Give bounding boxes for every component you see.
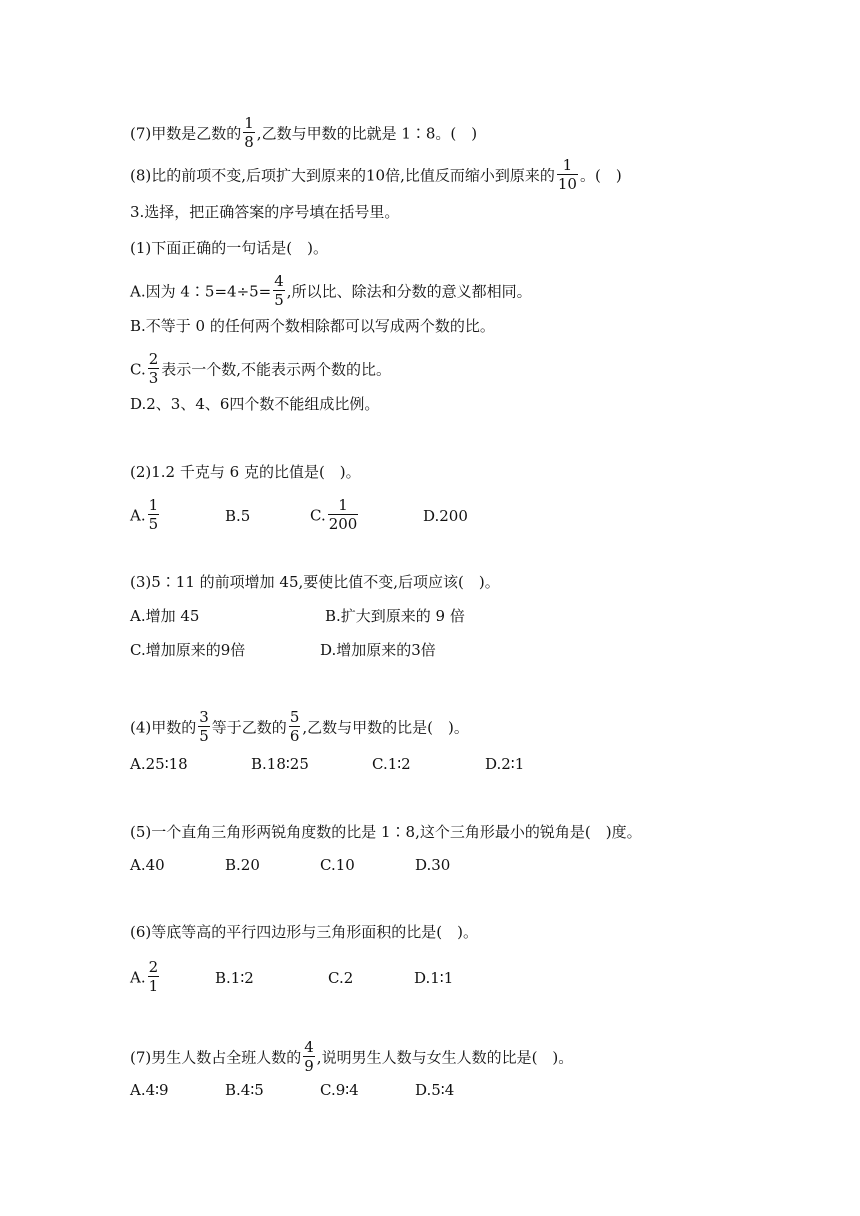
fraction: $\frac{1}{5}$	[148, 496, 159, 533]
option-c: C.1∶2	[372, 755, 411, 773]
option-d: D.30	[415, 856, 451, 874]
judge-7-text-a: (7)甲数是乙数的	[130, 124, 242, 143]
option-c: C.增加原来的9倍	[130, 641, 246, 659]
option-d: D.5∶4	[415, 1081, 455, 1099]
option-a: A. $\frac{2}{1}$	[130, 958, 159, 995]
judge-7-text-b: ,乙数与甲数的比就是 1∶8。( )	[256, 124, 478, 143]
question-1-option-b: B.不等于 0 的任何两个数相除都可以写成两个数的比。	[130, 317, 495, 335]
option-b: B.20	[225, 856, 260, 874]
section-3-heading: 3.选择，把正确答案的序号填在括号里。	[130, 203, 400, 221]
question-1-option-d: D.2、3、4、6四个数不能组成比例。	[130, 395, 380, 413]
fraction: $\frac{4}{9}$	[304, 1038, 314, 1075]
option-c: C. $\frac{1}{200}$	[310, 496, 358, 533]
question-1-stem: (1)下面正确的一句话是( )。	[130, 239, 328, 257]
fraction: $\frac{1}{200}$	[328, 496, 358, 533]
option-b: B.4∶5	[225, 1081, 264, 1099]
option-d: D.200	[423, 506, 468, 525]
question-3-options-row-2	[130, 640, 436, 660]
question-7-stem: (7)男生人数占全班人数的 $\frac{4}{9}$ ,说明男生人数与女生人数的比是( )。	[130, 1038, 574, 1075]
question-6-stem: (6)等底等高的平行四边形与三角形面积的比是( )。	[130, 923, 478, 941]
question-6-options	[130, 960, 453, 997]
option-a: A.4∶9	[130, 1081, 169, 1099]
question-4-stem: (4)甲数的 $\frac{3}{5}$ 等于乙数的 $\frac{5}{6}$ ,乙数与甲数的比是( )。	[130, 708, 469, 745]
option-b: B.扩大到原来的 9 倍	[325, 607, 465, 625]
question-5-stem: (5)一个直角三角形两锐角度数的比是 1∶8,这个三角形最小的锐角是( )度。	[130, 823, 642, 841]
option-c: C.9∶4	[320, 1081, 359, 1099]
question-7-options	[130, 1080, 454, 1100]
judge-8-text-b: 。( )	[579, 166, 622, 185]
question-5-options	[130, 855, 450, 875]
option-c: C.10	[320, 856, 355, 874]
question-2-stem: (2)1.2 千克与 6 克的比值是( )。	[130, 463, 361, 481]
fraction: $\frac{1}{8}$	[244, 114, 254, 151]
option-b: B.5	[225, 506, 251, 525]
fraction: $\frac{2}{3}$	[148, 350, 159, 387]
option-a: A.40	[130, 856, 165, 874]
fraction: $\frac{2}{1}$	[148, 958, 159, 995]
question-3-options-row-1	[130, 606, 465, 626]
question-1-option-a: A.因为 4∶5=4÷5= $\frac{4}{5}$ ,所以比、除法和分数的意义都相同。	[130, 272, 532, 309]
judge-item-8	[130, 158, 622, 195]
option-a: A.25∶18	[130, 755, 188, 773]
question-2-options	[130, 498, 468, 535]
question-1-option-c: C. $\frac{2}{3}$ 表示一个数,不能表示两个数的比。	[130, 350, 392, 387]
fraction: $\frac{1}{10}$	[557, 156, 577, 193]
option-d: D.增加原来的3倍	[320, 641, 436, 659]
fraction: $\frac{4}{5}$	[274, 272, 284, 309]
option-a: A.增加 45	[130, 607, 200, 625]
option-b: B.1∶2	[215, 968, 254, 987]
option-b: B.18∶25	[251, 755, 309, 773]
fraction: $\frac{5}{6}$	[289, 708, 300, 745]
option-a: A. $\frac{1}{5}$	[130, 496, 159, 533]
option-d: D.1∶1	[414, 968, 454, 987]
option-d: D.2∶1	[485, 755, 525, 773]
question-4-options	[130, 754, 524, 774]
judge-8-text-a: (8)比的前项不变,后项扩大到原来的10倍,比值反而缩小到原来的	[130, 166, 555, 185]
question-3-stem: (3)5∶11 的前项增加 45,要使比值不变,后项应该( )。	[130, 573, 500, 591]
judge-item-7	[130, 116, 477, 153]
fraction: $\frac{3}{5}$	[199, 708, 209, 745]
option-c: C.2	[328, 968, 354, 987]
